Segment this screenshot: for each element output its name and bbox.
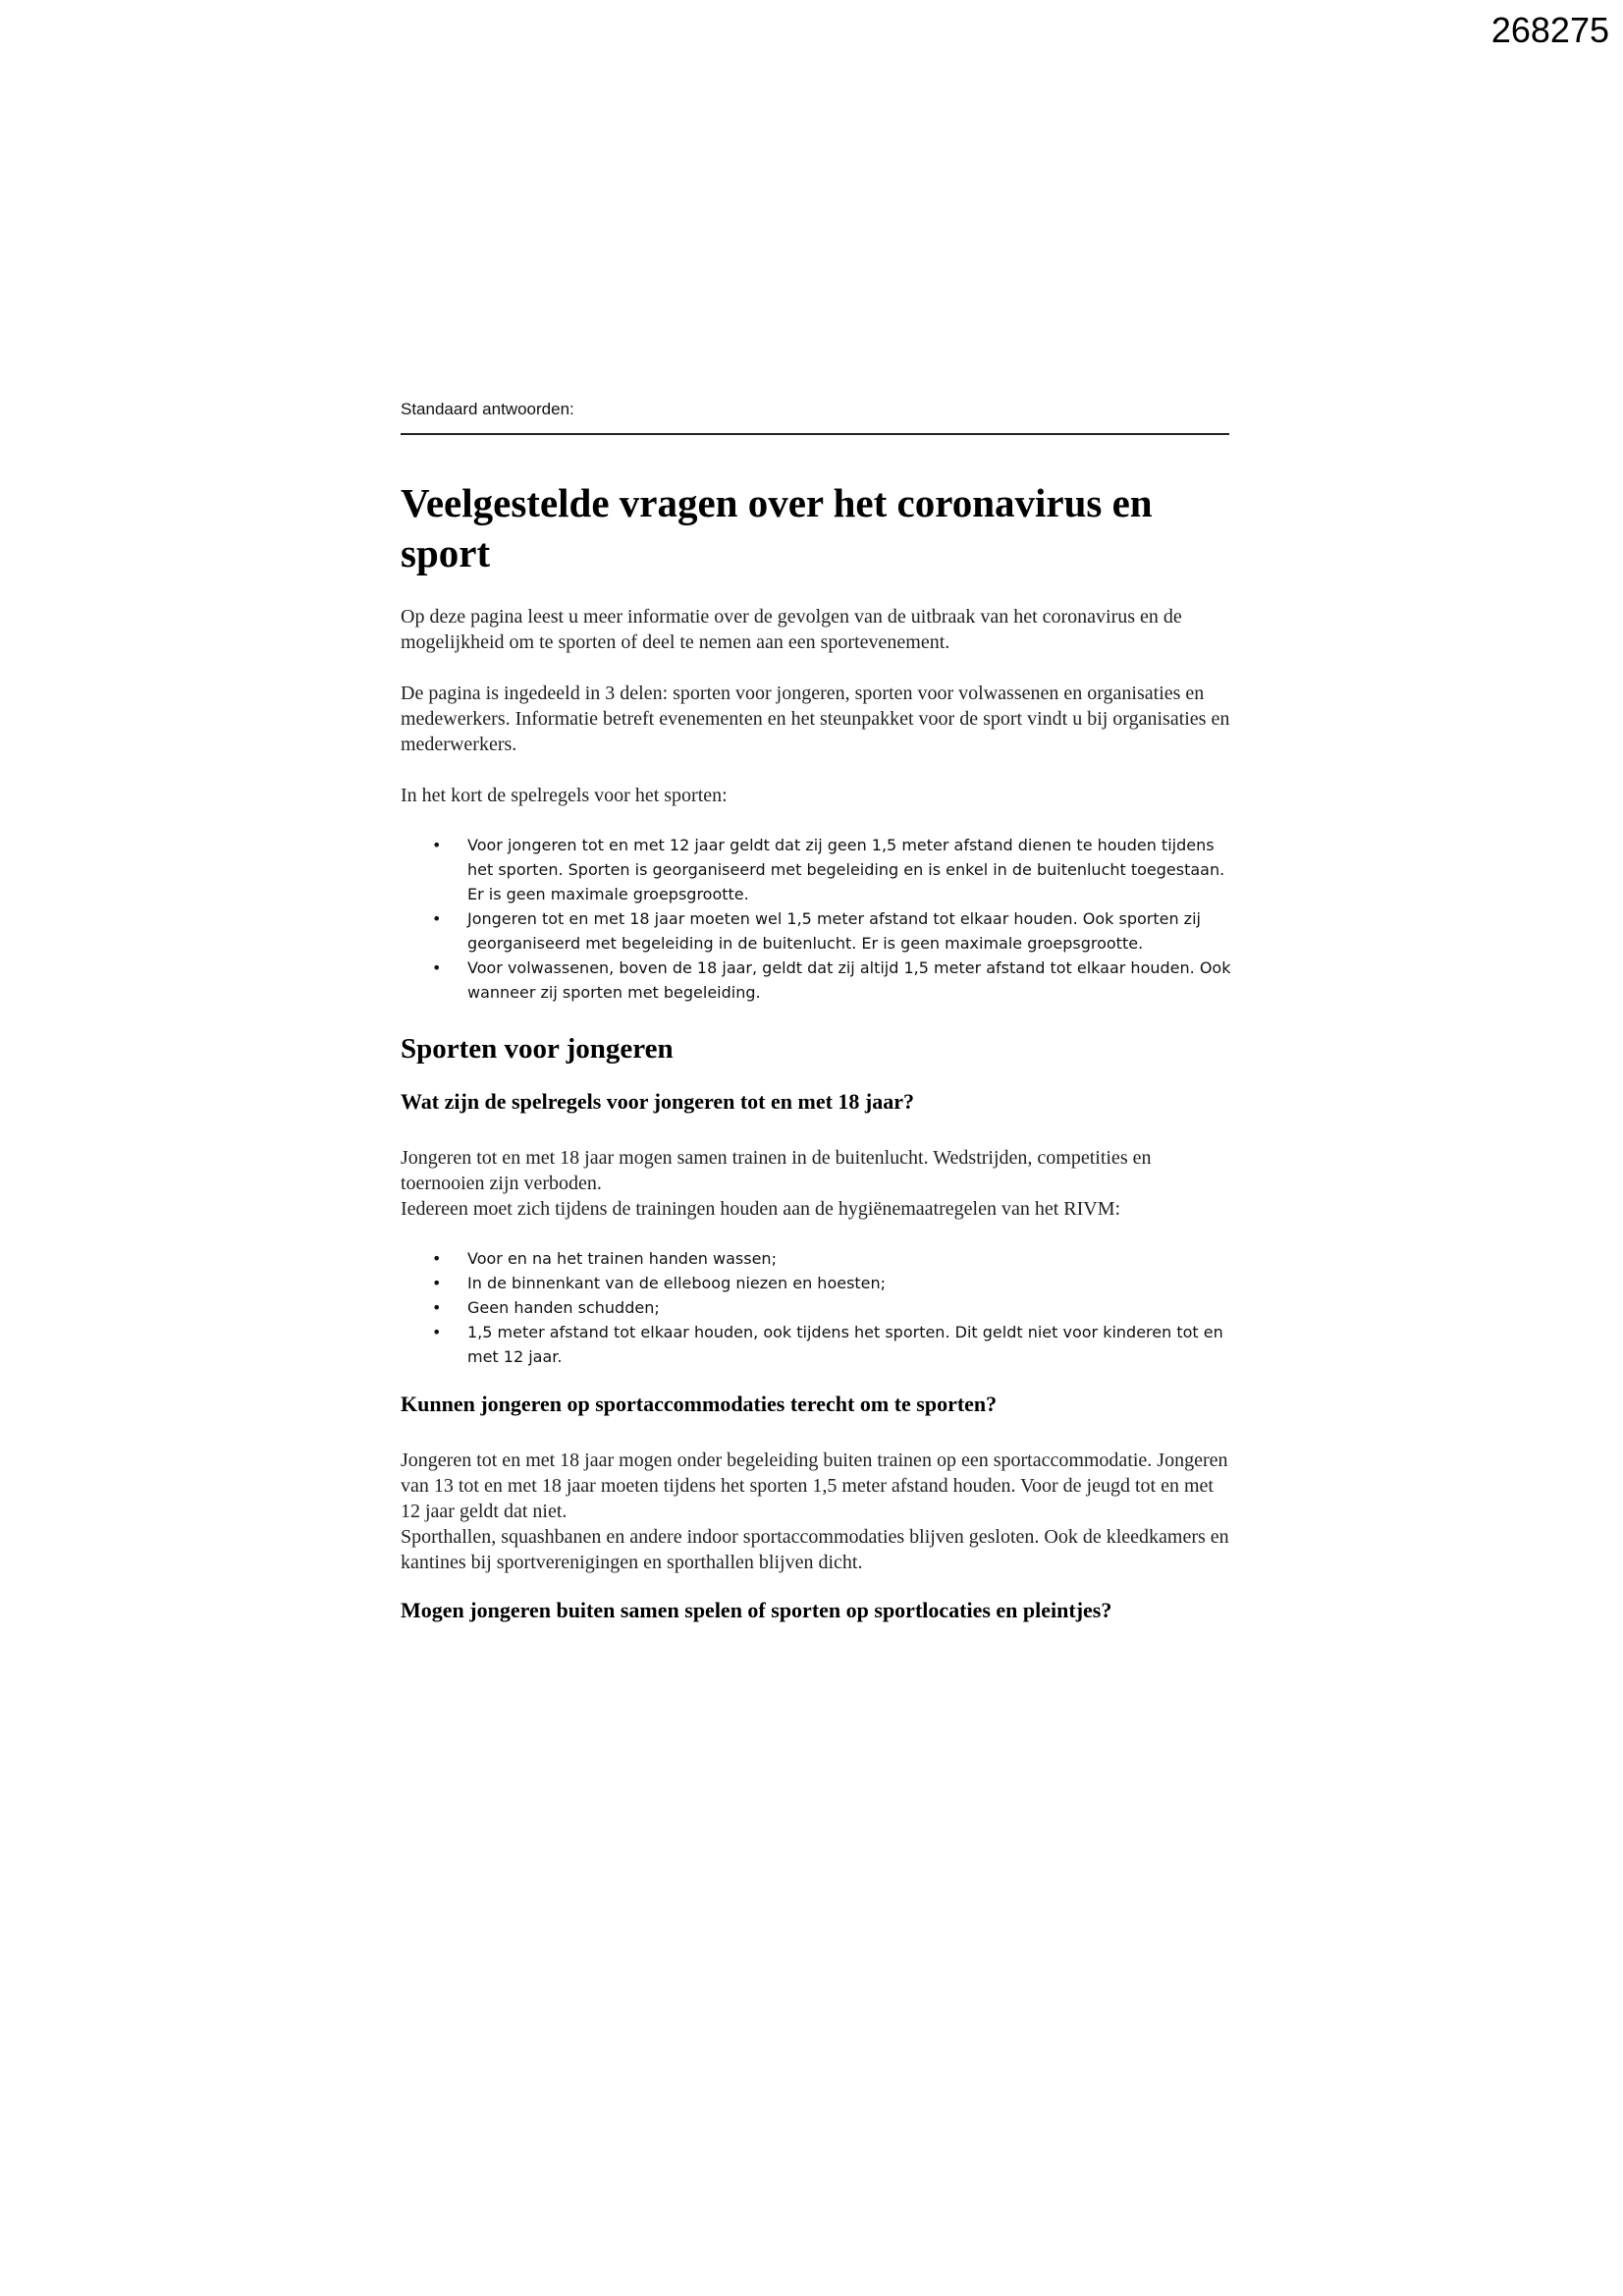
header-label: Standaard antwoorden: — [401, 400, 574, 418]
question-heading: Kunnen jongeren op sportaccommodaties terecht om te sporten? — [401, 1392, 998, 1416]
list-item: • Voor jongeren tot en met 12 jaar geldt dat zij geen 1,5 meter afstand dienen te houden tijdens het sporten. Sporten is georganiseerd met begeleiding en is enkel in de buitenlucht toegestaan. Er is geen maximale groepsgrootte. — [467, 833, 1235, 906]
hygiene-measures-list — [401, 1246, 1235, 1369]
page-title: Veelgestelde vragen over het coronavirus en sport — [401, 480, 1153, 575]
section-heading-youth: Sporten voor jongeren — [401, 1033, 674, 1065]
header-divider — [401, 433, 1229, 435]
list-item: • Voor en na het trainen handen wassen; — [467, 1246, 1235, 1271]
list-item: • Voor volwassenen, boven de 18 jaar, geldt dat zij altijd 1,5 meter afstand tot elkaar houden. Ook wanneer zij sporten met begeleiding. — [467, 956, 1235, 1005]
rules-list — [401, 833, 1235, 1005]
list-item: • 1,5 meter afstand tot elkaar houden, ook tijdens het sporten. Dit geldt niet voor kinderen tot en met 12 jaar. — [467, 1320, 1235, 1369]
rules-intro: In het kort de spelregels voor het sporten: — [401, 785, 728, 806]
answer-paragraph: Jongeren tot en met 18 jaar mogen onder begeleiding buiten trainen op een sportaccommodatie. Jongeren van 13 tot en met 18 jaar moeten tijdens het sporten 1,5 meter afstand houden. Voor de jeugd tot en met 12 jaar geldt dat niet. — [401, 1449, 1228, 1522]
question-heading: Mogen jongeren buiten samen spelen of sporten op sportlocaties en pleintjes? — [401, 1598, 1112, 1622]
document-page — [401, 388, 1235, 1624]
structure-paragraph: De pagina is ingedeeld in 3 delen: sporten voor jongeren, sporten voor volwassenen en organisaties en medewerkers. Informatie betreft evenementen en het steunpakket voor de sport vindt u bij organisaties en mederwerkers. — [401, 683, 1230, 755]
list-item: • Jongeren tot en met 18 jaar moeten wel 1,5 meter afstand tot elkaar houden. Ook sporten zij georganiseerd met begeleiding in de buitenlucht. Er is geen maximale groepsgrootte. — [467, 906, 1235, 956]
list-item: • Geen handen schudden; — [467, 1295, 1235, 1320]
question-heading: Wat zijn de spelregels voor jongeren tot en met 18 jaar? — [401, 1089, 915, 1114]
list-item: • In de binnenkant van de elleboog niezen en hoesten; — [467, 1271, 1235, 1295]
document-id: 268275 — [1490, 10, 1609, 50]
intro-paragraph: Op deze pagina leest u meer informatie over de gevolgen van de uitbraak van het coronavirus en de mogelijkheid om te sporten of deel te nemen aan een sportevenement. — [401, 606, 1182, 653]
answer-paragraph: Sporthallen, squashbanen en andere indoor sportaccommodaties blijven gesloten. Ook de kleedkamers en kantines bij sportverenigingen en sporthallen blijven dicht. — [401, 1526, 1229, 1573]
answer-paragraph: Jongeren tot en met 18 jaar mogen samen trainen in de buitenlucht. Wedstrijden, competities en toernooien zijn verboden. — [401, 1147, 1152, 1194]
answer-paragraph: Iedereen moet zich tijdens de trainingen houden aan de hygiënemaatregelen van het RIVM: — [401, 1198, 1121, 1220]
